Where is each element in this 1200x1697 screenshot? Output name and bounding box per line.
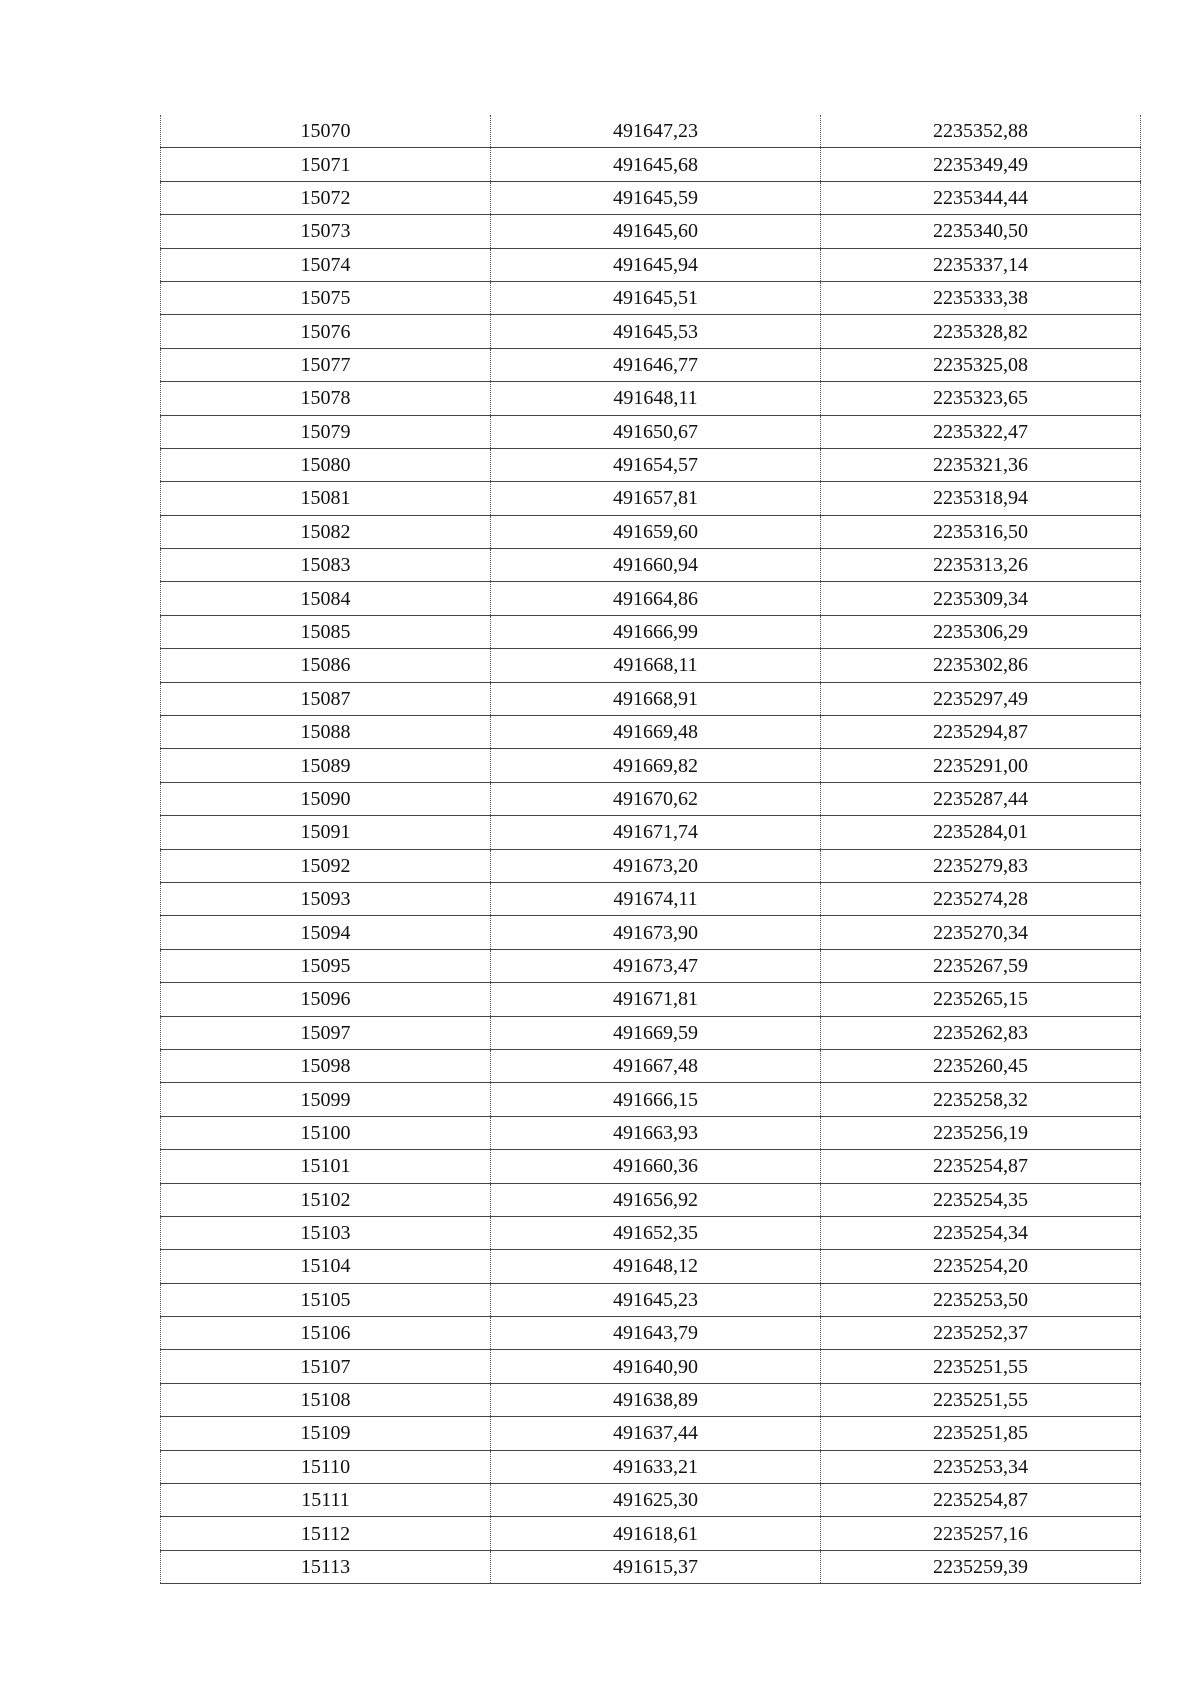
point-number-cell: 15098 — [161, 1049, 491, 1082]
x-coordinate-cell: 491668,11 — [491, 649, 821, 682]
y-coordinate-cell: 2235251,85 — [821, 1417, 1141, 1450]
x-coordinate-cell: 491633,21 — [491, 1450, 821, 1483]
table-row — [161, 281, 1141, 314]
table-row — [161, 615, 1141, 648]
point-number-cell: 15102 — [161, 1183, 491, 1216]
table-row — [161, 882, 1141, 915]
table-row — [161, 1016, 1141, 1049]
y-coordinate-cell: 2235267,59 — [821, 949, 1141, 982]
table-row — [161, 315, 1141, 348]
table-row — [161, 782, 1141, 815]
y-coordinate-cell: 2235349,49 — [821, 148, 1141, 181]
table-row — [161, 916, 1141, 949]
y-coordinate-cell: 2235352,88 — [821, 115, 1141, 148]
table-row — [161, 1517, 1141, 1550]
table-row — [161, 181, 1141, 214]
point-number-cell: 15082 — [161, 515, 491, 548]
y-coordinate-cell: 2235258,32 — [821, 1083, 1141, 1116]
table-row — [161, 115, 1141, 148]
x-coordinate-cell: 491663,93 — [491, 1116, 821, 1149]
x-coordinate-cell: 491625,30 — [491, 1484, 821, 1517]
table-row — [161, 515, 1141, 548]
y-coordinate-cell: 2235340,50 — [821, 215, 1141, 248]
point-number-cell: 15081 — [161, 482, 491, 515]
table-row — [161, 582, 1141, 615]
y-coordinate-cell: 2235291,00 — [821, 749, 1141, 782]
y-coordinate-cell: 2235284,01 — [821, 816, 1141, 849]
point-number-cell: 15089 — [161, 749, 491, 782]
point-number-cell: 15094 — [161, 916, 491, 949]
point-number-cell: 15088 — [161, 716, 491, 749]
table-row — [161, 716, 1141, 749]
x-coordinate-cell: 491645,60 — [491, 215, 821, 248]
table-row — [161, 649, 1141, 682]
x-coordinate-cell: 491656,92 — [491, 1183, 821, 1216]
y-coordinate-cell: 2235254,87 — [821, 1150, 1141, 1183]
x-coordinate-cell: 491673,90 — [491, 916, 821, 949]
y-coordinate-cell: 2235260,45 — [821, 1049, 1141, 1082]
y-coordinate-cell: 2235323,65 — [821, 382, 1141, 415]
table-row — [161, 148, 1141, 181]
table-row — [161, 1550, 1141, 1583]
point-number-cell: 15099 — [161, 1083, 491, 1116]
x-coordinate-cell: 491637,44 — [491, 1417, 821, 1450]
table-row — [161, 1484, 1141, 1517]
point-number-cell: 15108 — [161, 1383, 491, 1416]
x-coordinate-cell: 491638,89 — [491, 1383, 821, 1416]
y-coordinate-cell: 2235337,14 — [821, 248, 1141, 281]
table-row — [161, 1283, 1141, 1316]
y-coordinate-cell: 2235294,87 — [821, 716, 1141, 749]
point-number-cell: 15078 — [161, 382, 491, 415]
y-coordinate-cell: 2235254,87 — [821, 1484, 1141, 1517]
point-number-cell: 15076 — [161, 315, 491, 348]
table-row — [161, 549, 1141, 582]
y-coordinate-cell: 2235333,38 — [821, 281, 1141, 314]
x-coordinate-cell: 491640,90 — [491, 1350, 821, 1383]
point-number-cell: 15075 — [161, 281, 491, 314]
x-coordinate-cell: 491673,47 — [491, 949, 821, 982]
point-number-cell: 15092 — [161, 849, 491, 882]
y-coordinate-cell: 2235257,16 — [821, 1517, 1141, 1550]
table-row — [161, 1183, 1141, 1216]
y-coordinate-cell: 2235259,39 — [821, 1550, 1141, 1583]
point-number-cell: 15085 — [161, 615, 491, 648]
y-coordinate-cell: 2235344,44 — [821, 181, 1141, 214]
table-row — [161, 816, 1141, 849]
table-row — [161, 215, 1141, 248]
point-number-cell: 15071 — [161, 148, 491, 181]
x-coordinate-cell: 491671,81 — [491, 983, 821, 1016]
point-number-cell: 15072 — [161, 181, 491, 214]
table-row — [161, 382, 1141, 415]
x-coordinate-cell: 491643,79 — [491, 1317, 821, 1350]
x-coordinate-cell: 491647,23 — [491, 115, 821, 148]
point-number-cell: 15113 — [161, 1550, 491, 1583]
y-coordinate-cell: 2235313,26 — [821, 549, 1141, 582]
x-coordinate-cell: 491654,57 — [491, 448, 821, 481]
point-number-cell: 15093 — [161, 882, 491, 915]
x-coordinate-cell: 491669,82 — [491, 749, 821, 782]
x-coordinate-cell: 491645,94 — [491, 248, 821, 281]
point-number-cell: 15107 — [161, 1350, 491, 1383]
x-coordinate-cell: 491669,59 — [491, 1016, 821, 1049]
point-number-cell: 15091 — [161, 816, 491, 849]
x-coordinate-cell: 491646,77 — [491, 348, 821, 381]
x-coordinate-cell: 491664,86 — [491, 582, 821, 615]
y-coordinate-cell: 2235254,20 — [821, 1250, 1141, 1283]
point-number-cell: 15084 — [161, 582, 491, 615]
point-number-cell: 15097 — [161, 1016, 491, 1049]
table-row — [161, 682, 1141, 715]
table-row — [161, 448, 1141, 481]
x-coordinate-cell: 491670,62 — [491, 782, 821, 815]
y-coordinate-cell: 2235316,50 — [821, 515, 1141, 548]
point-number-cell: 15111 — [161, 1484, 491, 1517]
table-row — [161, 749, 1141, 782]
y-coordinate-cell: 2235265,15 — [821, 983, 1141, 1016]
x-coordinate-cell: 491667,48 — [491, 1049, 821, 1082]
y-coordinate-cell: 2235254,35 — [821, 1183, 1141, 1216]
point-number-cell: 15083 — [161, 549, 491, 582]
point-number-cell: 15110 — [161, 1450, 491, 1483]
x-coordinate-cell: 491650,67 — [491, 415, 821, 448]
x-coordinate-cell: 491648,12 — [491, 1250, 821, 1283]
y-coordinate-cell: 2235251,55 — [821, 1383, 1141, 1416]
x-coordinate-cell: 491660,94 — [491, 549, 821, 582]
x-coordinate-cell: 491660,36 — [491, 1150, 821, 1183]
table-row — [161, 1150, 1141, 1183]
x-coordinate-cell: 491645,23 — [491, 1283, 821, 1316]
table-row — [161, 1116, 1141, 1149]
table-row — [161, 1216, 1141, 1249]
y-coordinate-cell: 2235270,34 — [821, 916, 1141, 949]
table-row — [161, 482, 1141, 515]
point-number-cell: 15086 — [161, 649, 491, 682]
point-number-cell: 15095 — [161, 949, 491, 982]
x-coordinate-cell: 491674,11 — [491, 882, 821, 915]
y-coordinate-cell: 2235256,19 — [821, 1116, 1141, 1149]
point-number-cell: 15112 — [161, 1517, 491, 1550]
y-coordinate-cell: 2235321,36 — [821, 448, 1141, 481]
coordinates-table — [160, 115, 1141, 1584]
x-coordinate-cell: 491668,91 — [491, 682, 821, 715]
x-coordinate-cell: 491673,20 — [491, 849, 821, 882]
point-number-cell: 15105 — [161, 1283, 491, 1316]
table-row — [161, 849, 1141, 882]
x-coordinate-cell: 491652,35 — [491, 1216, 821, 1249]
point-number-cell: 15096 — [161, 983, 491, 1016]
point-number-cell: 15103 — [161, 1216, 491, 1249]
x-coordinate-cell: 491666,15 — [491, 1083, 821, 1116]
y-coordinate-cell: 2235328,82 — [821, 315, 1141, 348]
y-coordinate-cell: 2235274,28 — [821, 882, 1141, 915]
table-row — [161, 415, 1141, 448]
y-coordinate-cell: 2235325,08 — [821, 348, 1141, 381]
point-number-cell: 15073 — [161, 215, 491, 248]
table-row — [161, 1317, 1141, 1350]
table-row — [161, 1049, 1141, 1082]
x-coordinate-cell: 491669,48 — [491, 716, 821, 749]
table-row — [161, 1250, 1141, 1283]
x-coordinate-cell: 491645,59 — [491, 181, 821, 214]
x-coordinate-cell: 491618,61 — [491, 1517, 821, 1550]
x-coordinate-cell: 491671,74 — [491, 816, 821, 849]
y-coordinate-cell: 2235322,47 — [821, 415, 1141, 448]
x-coordinate-cell: 491666,99 — [491, 615, 821, 648]
table-row — [161, 1350, 1141, 1383]
point-number-cell: 15087 — [161, 682, 491, 715]
y-coordinate-cell: 2235279,83 — [821, 849, 1141, 882]
y-coordinate-cell: 2235254,34 — [821, 1216, 1141, 1249]
y-coordinate-cell: 2235251,55 — [821, 1350, 1141, 1383]
y-coordinate-cell: 2235306,29 — [821, 615, 1141, 648]
table-row — [161, 1083, 1141, 1116]
x-coordinate-cell: 491659,60 — [491, 515, 821, 548]
point-number-cell: 15106 — [161, 1317, 491, 1350]
point-number-cell: 15074 — [161, 248, 491, 281]
point-number-cell: 15109 — [161, 1417, 491, 1450]
point-number-cell: 15101 — [161, 1150, 491, 1183]
table-row — [161, 983, 1141, 1016]
y-coordinate-cell: 2235262,83 — [821, 1016, 1141, 1049]
y-coordinate-cell: 2235253,34 — [821, 1450, 1141, 1483]
point-number-cell: 15104 — [161, 1250, 491, 1283]
point-number-cell: 15080 — [161, 448, 491, 481]
point-number-cell: 15090 — [161, 782, 491, 815]
point-number-cell: 15077 — [161, 348, 491, 381]
x-coordinate-cell: 491645,68 — [491, 148, 821, 181]
x-coordinate-cell: 491645,51 — [491, 281, 821, 314]
y-coordinate-cell: 2235252,37 — [821, 1317, 1141, 1350]
y-coordinate-cell: 2235309,34 — [821, 582, 1141, 615]
y-coordinate-cell: 2235302,86 — [821, 649, 1141, 682]
table-row — [161, 1417, 1141, 1450]
x-coordinate-cell: 491648,11 — [491, 382, 821, 415]
x-coordinate-cell: 491615,37 — [491, 1550, 821, 1583]
y-coordinate-cell: 2235318,94 — [821, 482, 1141, 515]
x-coordinate-cell: 491657,81 — [491, 482, 821, 515]
y-coordinate-cell: 2235287,44 — [821, 782, 1141, 815]
y-coordinate-cell: 2235253,50 — [821, 1283, 1141, 1316]
point-number-cell: 15100 — [161, 1116, 491, 1149]
y-coordinate-cell: 2235297,49 — [821, 682, 1141, 715]
table-row — [161, 248, 1141, 281]
point-number-cell: 15079 — [161, 415, 491, 448]
table-row — [161, 949, 1141, 982]
table-row — [161, 1450, 1141, 1483]
table-row — [161, 348, 1141, 381]
table-row — [161, 1383, 1141, 1416]
point-number-cell: 15070 — [161, 115, 491, 148]
coordinates-table-body — [161, 115, 1141, 1584]
x-coordinate-cell: 491645,53 — [491, 315, 821, 348]
